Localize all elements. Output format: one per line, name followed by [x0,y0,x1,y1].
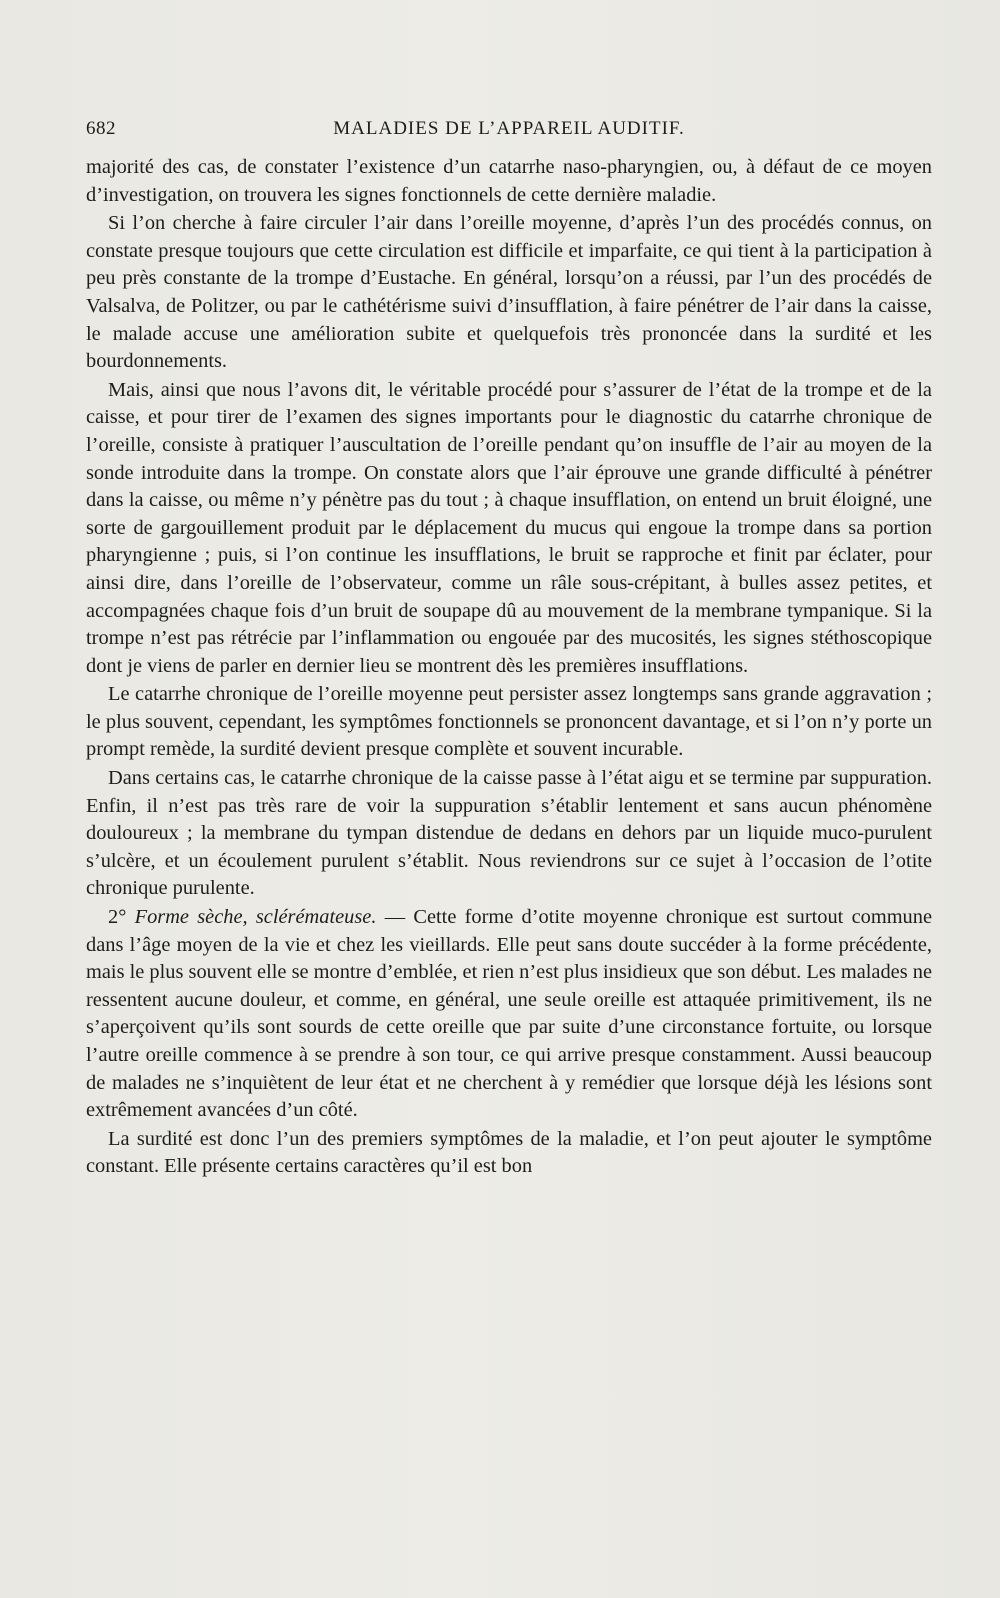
paragraph-air-circulation: Si l’on cherche à faire circuler l’air dans l’oreille moyenne, d’après l’un des procédés connus, on constate presque toujours que cette circulation est difficile et imparfaite, ce qui tient à la participation à peu près constante de la trompe d’Eustache. En général, lorsqu’on a réussi, par l’un des procédés de Valsalva, de Politzer, ou par le cathétérisme suivi d’insufflation, à faire pénétrer de l’air dans la caisse, le malade accuse une amélioration subite et quelquefois très prononcée dans la surdité et les bourdonnements. [86,212,932,373]
section-dry-form [86,904,932,1125]
running-title: MALADIES DE L’APPAREIL AUDITIF. [333,118,685,139]
page-header [86,118,932,146]
section-text: — Cette forme d’otite moyenne chronique est surtout commune dans l’âge moyen de la vie et chez les vieillards. Elle peut sans doute succéder à la forme précédente, mais le plus souvent elle se montre d’emblée, et rien n’est plus insidieux que son début. Les malades ne ressentent aucune douleur, et comme, en général, une seule oreille est attaquée primitivement, ils ne s’aperçoivent qu’ils sont sourds de cette oreille que par suite d’une circonstance fortuite, ou lorsque l’autre oreille commence à se prendre à son tour, ce qui arrive presque constamment. Aussi beaucoup de malades ne s’inquiètent de leur état et ne cherchent à y remédier que lorsque déjà les lésions sont extrêmement avancées d’un côté. [86,906,933,1122]
paragraph-deafness: La surdité est donc l’un des premiers symptômes de la maladie, et l’on peut ajouter le symptôme constant. Elle présente certains caractères qu’il est bon [86,1127,932,1178]
page-number: 682 [86,118,116,139]
paragraph-suppuration: Dans certains cas, le catarrhe chronique de la caisse passe à l’état aigu et se termine par suppuration. Enfin, il n’est pas très rare de voir la suppuration s’établir lentement et sans aucun phénomène douloureux ; la membrane du tympan distendue de dedans en dehors par un liquide muco-purulent s’ulcère, et un écoulement purulent s’établit. Nous reviendrons sur ce sujet à l’occasion de l’otite chronique purulente. [86,767,932,900]
section-title: Forme sèche, sclérémateuse. [134,906,377,929]
section-number: 2° [108,906,135,929]
paragraph-auscultation: Mais, ainsi que nous l’avons dit, le véritable procédé pour s’assurer de l’état de la trompe et de la caisse, et pour tirer de l’examen des signes importants pour le diagnostic du catarrhe chronique de l’oreille, consiste à pratiquer l’auscultation de l’oreille pendant qu’on insuffle de l’air au moyen de la sonde introduite dans la trompe. On constate alors que l’air éprouve une grande difficulté à pénétrer dans la caisse, ou même n’y pénètre pas du tout ; à chaque insufflation, on entend un bruit éloigné, une sorte de gargouillement produit par le déplacement du mucus qui engoue la trompe dans sa portion pharyngienne ; puis, si l’on continue les insufflations, le bruit se rapproche et finit par éclater, pour ainsi dire, dans l’oreille de l’observateur, comme un râle sous-crépitant, à bulles assez petites, et accompagnées chaque fois d’un bruit de soupape dû au mouvement de la membrane tympanique. Si la trompe n’est pas rétrécie par l’inflammation ou engouée par des mucosités, les signes stéthoscopique dont je viens de parler en dernier lieu se montrent dès les premières insufflations. [86,378,932,677]
body-text [86,154,932,1181]
paragraph-chronic-course: Le catarrhe chronique de l’oreille moyenne peut persister assez longtemps sans grande aggravation ; le plus souvent, cependant, les symptômes fonctionnels se prononcent davantage, et si l’on n’y porte un prompt remède, la surdité devient presque complète et souvent incurable. [86,683,932,761]
paragraph-continued: majorité des cas, de constater l’existence d’un catarrhe naso-pharyngien, ou, à défaut de ce moyen d’investigation, on trouvera les signes fonctionnels de cette dernière maladie. [86,156,932,206]
